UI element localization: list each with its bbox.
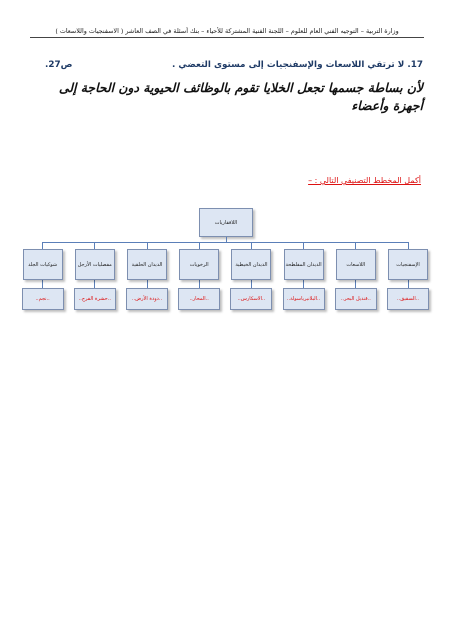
category-label: اللاسعات: [346, 261, 366, 268]
example-answer-node: [283, 288, 325, 310]
connector-answer-drop: [355, 280, 356, 288]
connector-category-drop: [147, 242, 148, 249]
category-label: الرخويات: [189, 261, 209, 268]
connector-category-drop: [199, 242, 200, 249]
category-label: مفصليات الأرجل: [77, 261, 112, 268]
example-answer-text: ..قنديل البحر..: [340, 296, 371, 302]
connector-answer-drop: [147, 280, 148, 288]
category-node: [388, 249, 428, 280]
connector-category-drop: [408, 242, 409, 249]
connector-category-drop: [42, 242, 43, 249]
example-answer-node: [74, 288, 116, 310]
page-reference: ص27.: [45, 60, 73, 70]
connector-bus: [43, 242, 409, 243]
category-label: الديدان الحلقية: [131, 261, 163, 268]
example-answer-node: [22, 288, 64, 310]
category-node: [179, 249, 219, 280]
example-answer-text: ..البلانيرياسولة..: [286, 296, 321, 302]
category-label: الديدان الخيطية: [235, 261, 268, 268]
connector-category-drop: [355, 242, 356, 249]
example-answer-node: [335, 288, 377, 310]
connector-answer-drop: [94, 280, 95, 288]
connector-category-drop: [303, 242, 304, 249]
category-node: [23, 249, 63, 280]
category-node: [336, 249, 376, 280]
answer-text: لأن بساطة جسمها تجعل الخلايا تقوم بالوظائف الحيوية دون الحاجة إلى أجهزة وأعضاء: [58, 80, 423, 113]
question-text: 17. لا ترتقي اللاسعات والإسفنجيات إلى مستوى التعضي .: [172, 60, 423, 70]
instruction-text: أكمل المخطط التصنيفي التالي : –: [308, 176, 421, 185]
example-answer-text: ..حشرة الفرج..: [78, 296, 111, 302]
connector-answer-drop: [199, 280, 200, 288]
connector-answer-drop: [303, 280, 304, 288]
connector-category-drop: [251, 242, 252, 249]
category-node: [284, 249, 324, 280]
example-answer-text: ..المحار..: [189, 296, 209, 302]
example-answer-node: [178, 288, 220, 310]
example-answer-node: [230, 288, 272, 310]
example-answer-text: ..الاسكارس..: [237, 296, 266, 302]
connector-answer-drop: [42, 280, 43, 288]
example-answer-text: ..نجم..: [35, 296, 50, 302]
root-node: [199, 208, 253, 237]
category-node: [231, 249, 271, 280]
category-label: الإسفنجيات: [396, 261, 420, 268]
example-answer-text: ..السقيق..: [397, 296, 419, 302]
connector-answer-drop: [408, 280, 409, 288]
root-label: اللافقاريات: [214, 219, 238, 226]
example-answer-text: ..دودة الأرض..: [131, 296, 163, 302]
connector-category-drop: [94, 242, 95, 249]
category-node: [75, 249, 115, 280]
connector-answer-drop: [251, 280, 252, 288]
page-header: وزارة التربية – التوجيه الفني العام للعلوم – اللجنة الفنية المشتركة للأحياء – بنك أسئلة في الصف العاشر ( الاسفنجيات واللاسعات ): [55, 27, 399, 35]
category-label: شوكيات الجلد: [28, 261, 58, 268]
category-label: الديدان المفلطحة: [285, 261, 322, 268]
example-answer-node: [387, 288, 429, 310]
example-answer-node: [126, 288, 168, 310]
category-node: [127, 249, 167, 280]
